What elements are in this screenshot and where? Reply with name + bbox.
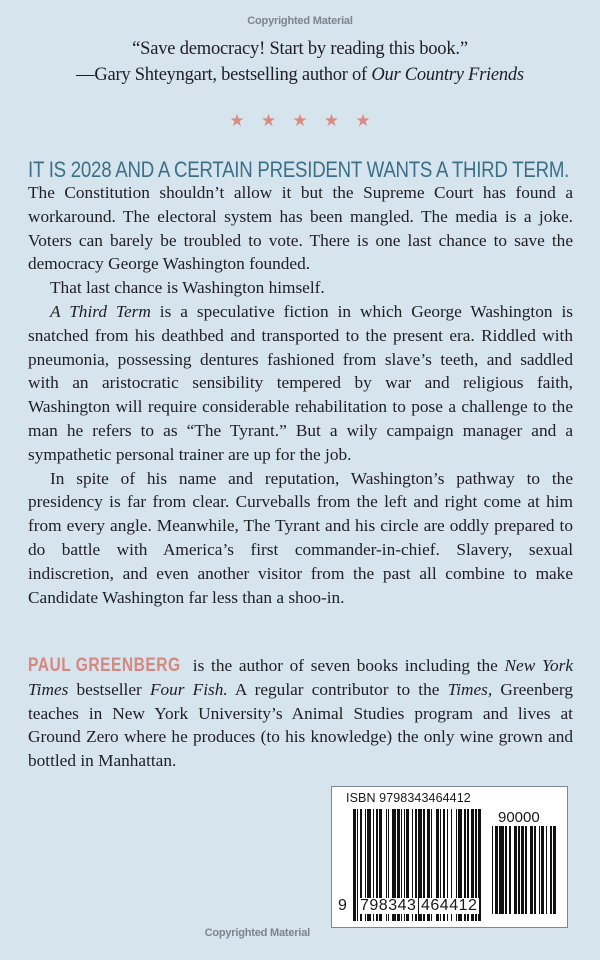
ean-first-digit: 9 [338, 897, 348, 914]
endorsement-quote: “Save democracy! Start by reading this book.” [132, 39, 468, 59]
attribution-book-title: Our Country Friends [371, 65, 524, 85]
star-icon: ★ [323, 111, 340, 130]
synopsis-paragraph [28, 300, 573, 467]
ean-left-digits: 798343 [360, 897, 417, 914]
synopsis-headline: IT IS 2028 AND A CERTAIN PRESIDENT WANTS A THIRD TERM. [28, 157, 570, 182]
star-icon: ★ [229, 111, 245, 130]
endorsement-attribution [0, 62, 600, 88]
bio-italic-publication: New York Times [28, 656, 574, 699]
bio-text: bestseller [68, 679, 150, 699]
paragraph-text: is a speculative fiction in which George Washington is snatched from his deathbed and transported to the present era. Riddled with pneumonia, possessing dentures fashioned from slave’s teeth, and saddled with an aristocratic sensibility tempered by war and religious faith, Washington will require considerable rehabilitation to pose a challenge to the man he refers to as “The Tyrant.” But a wily campaign manager and a sympathetic personal trainer are up for the job. [28, 301, 573, 464]
synopsis-paragraph: That last chance is Washington himself. [50, 278, 325, 298]
price-addon-label: 90000 [498, 809, 540, 826]
attribution-text: —Gary Shteyngart, bestselling author of [76, 65, 372, 85]
star-divider [0, 111, 600, 131]
book-title: A Third Term [50, 301, 151, 321]
bio-text: is the author of seven books including the [186, 656, 505, 675]
endorsement-blurb [0, 36, 600, 88]
ean-right-digits: 464412 [421, 897, 478, 914]
author-name: PAUL GREENBERG [28, 655, 181, 676]
synopsis-body [28, 181, 573, 609]
copyright-watermark-top: Copyrighted Material [247, 15, 353, 27]
star-icon: ★ [355, 111, 371, 130]
bio-italic-book-title: Four Fish. [149, 679, 228, 699]
copyright-watermark-text: Copyrighted Material [204, 927, 310, 939]
bio-text: Greenberg teaches in New York University’s Animal Studies program and lives at Ground Zero where he produces (to his knowledge) the only wine grown and bottled in Manhattan. [28, 679, 573, 771]
synopsis-paragraph: The Constitution shouldn’t allow it but the Supreme Court has found a workaround. The electoral system has been mangled. The media is a joke. Voters can barely be troubled to vote. There is one last chance to save the democracy George Washington founded. [28, 183, 573, 274]
bio-italic-publication: Times, [447, 679, 493, 699]
author-bio [28, 654, 573, 773]
copyright-watermark-bottom [0, 927, 310, 939]
star-icon: ★ [260, 111, 277, 130]
isbn-barcode [331, 786, 568, 928]
star-icon: ★ [292, 111, 308, 130]
synopsis-paragraph: In spite of his name and reputation, Washington’s pathway to the presidency is far from clear. Curveballs from the left and right come at him from every angle. Meanwhile, The Tyrant and his circle are oddly prepared to do battle with America’s first commander-in-chief. Slavery, sexual indiscretion, and even another visitor from the past all combine to make Candidate Washington far less than a shoo-in. [28, 468, 573, 607]
isbn-label: ISBN 9798343464412 [346, 791, 471, 805]
bio-text: A regular contributor to the [227, 679, 448, 699]
price-addon-bars [492, 826, 556, 914]
